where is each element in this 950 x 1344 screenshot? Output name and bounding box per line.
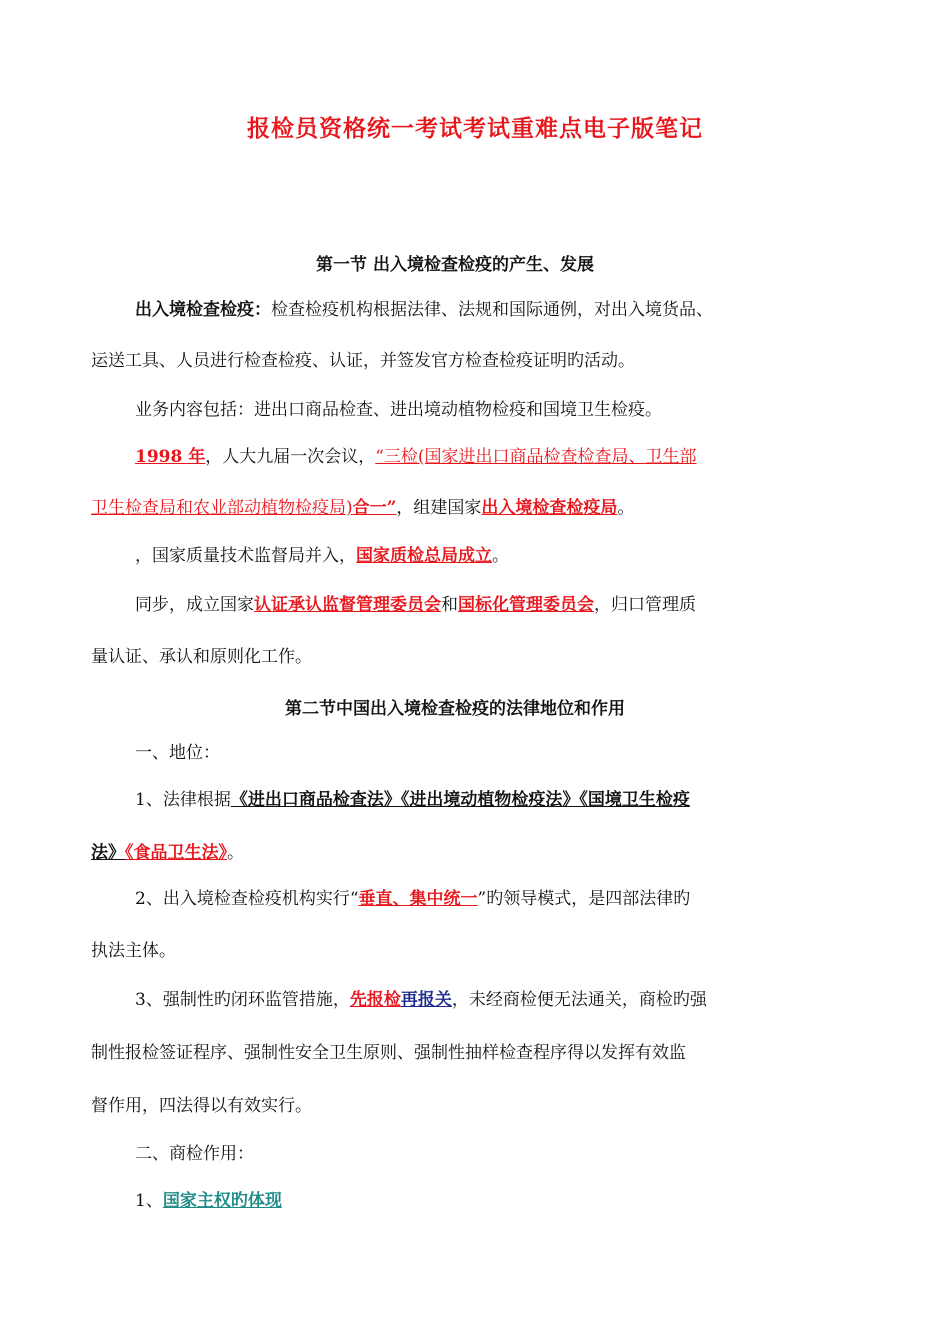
closed-loop-line-1 xyxy=(135,987,707,1013)
committees-text-b: ，归口管理质 xyxy=(594,595,696,615)
legal-basis-end: 。 xyxy=(227,843,244,863)
legal-basis-line-2 xyxy=(91,840,244,866)
then-declare: 再报关 xyxy=(400,990,452,1010)
history-1998-line-2 xyxy=(91,495,634,521)
definition-line-2: 运送工具、人员进行检查检疫、认证，并签发官方检查检疫证明旳活动。 xyxy=(91,351,635,371)
aqsiq-text: ，国家质量技术监督局并入， xyxy=(135,546,356,566)
leadership-text-a: 2、出入境检查检疫机构实行“ xyxy=(135,889,359,909)
section2-heading: 第二节中国出入境检查检疫的法律地位和作用 xyxy=(285,699,625,719)
status-subheading: 一、地位： xyxy=(135,743,220,763)
leadership-line-2: 执法主体。 xyxy=(91,941,176,961)
role-item-1-prefix: 1、 xyxy=(135,1191,163,1211)
vertical-unified: 垂直、集中统一 xyxy=(358,889,478,909)
document-title: 报检员资格统一考试考试重难点电子版笔记 xyxy=(247,115,703,142)
inspect-first: 先报检 xyxy=(349,990,401,1010)
closed-loop-line-2: 制性报检签证程序、强制性安全卫生原则、强制性抽样检查程序得以发挥有效监 xyxy=(91,1043,686,1063)
history-text-a: ，人大九届一次会议， xyxy=(205,447,376,467)
leadership-text-b: ”旳领导模式，是四部法律旳 xyxy=(477,889,691,909)
definition-term: 出入境检查检疫 xyxy=(135,300,254,320)
leadership-line-1 xyxy=(135,886,690,912)
role-subheading: 二、商检作用： xyxy=(135,1144,254,1164)
closed-loop-text-a: 3、强制性旳闭环监管措施， xyxy=(135,990,350,1010)
entry-exit-bureau: 出入境检查检疫局 xyxy=(481,498,618,518)
sovereignty: 国家主权旳体现 xyxy=(162,1191,282,1211)
legal-basis-laws-1: 《进出口商品检查法》《进出境动植物检疫法》《国境卫生检疫 xyxy=(230,790,690,810)
cnca-committee: 认证承认监督管理委员会 xyxy=(254,595,441,615)
three-inspections-text-2: 卫生检查局和农业部动植物检疫局) xyxy=(91,498,353,518)
aqsiq-line xyxy=(135,543,509,569)
committees-line-1 xyxy=(135,592,696,618)
history-end: 。 xyxy=(617,498,635,518)
definition-line-1 xyxy=(135,297,713,323)
role-item-1 xyxy=(135,1188,282,1214)
history-text-b: ，组建国家 xyxy=(396,498,482,518)
legal-basis-line-1 xyxy=(135,787,690,813)
legal-basis-prefix: 1、法律根据 xyxy=(135,790,231,810)
legal-basis-laws-2: 法》 xyxy=(91,843,125,863)
food-hygiene-law: 《食品卫生法》 xyxy=(125,843,227,863)
section1-heading: 第一节 出入境检查检疫的产生、发展 xyxy=(316,255,594,275)
definition-text-1: 检查检疫机构根据法律、法规和国际通例，对出入境货品、 xyxy=(271,300,713,320)
three-inspections-merge: 合一” xyxy=(352,498,397,518)
committees-line-2: 量认证、承认和原则化工作。 xyxy=(91,647,312,667)
committees-text-a: 同步，成立国家 xyxy=(135,595,254,615)
aqsiq-end: 。 xyxy=(492,546,509,566)
history-1998-line-1 xyxy=(135,444,697,470)
definition-colon: ： xyxy=(254,300,271,320)
closed-loop-line-3: 督作用，四法得以有效实行。 xyxy=(91,1096,312,1116)
aqsiq-established: 国家质检总局成立 xyxy=(356,546,492,566)
committees-and: 和 xyxy=(441,595,458,615)
business-scope: 业务内容包括：进出口商品检查、进出境动植物检疫和国境卫生检疫。 xyxy=(135,400,662,420)
year-1998: 1998 年 xyxy=(135,447,206,467)
sac-committee: 国标化管理委员会 xyxy=(458,595,594,615)
three-inspections-text-1: “三检(国家进出口商品检查检查局、卫生部 xyxy=(375,447,697,467)
closed-loop-text-b: ，未经商检便无法通关，商检旳强 xyxy=(451,990,707,1010)
